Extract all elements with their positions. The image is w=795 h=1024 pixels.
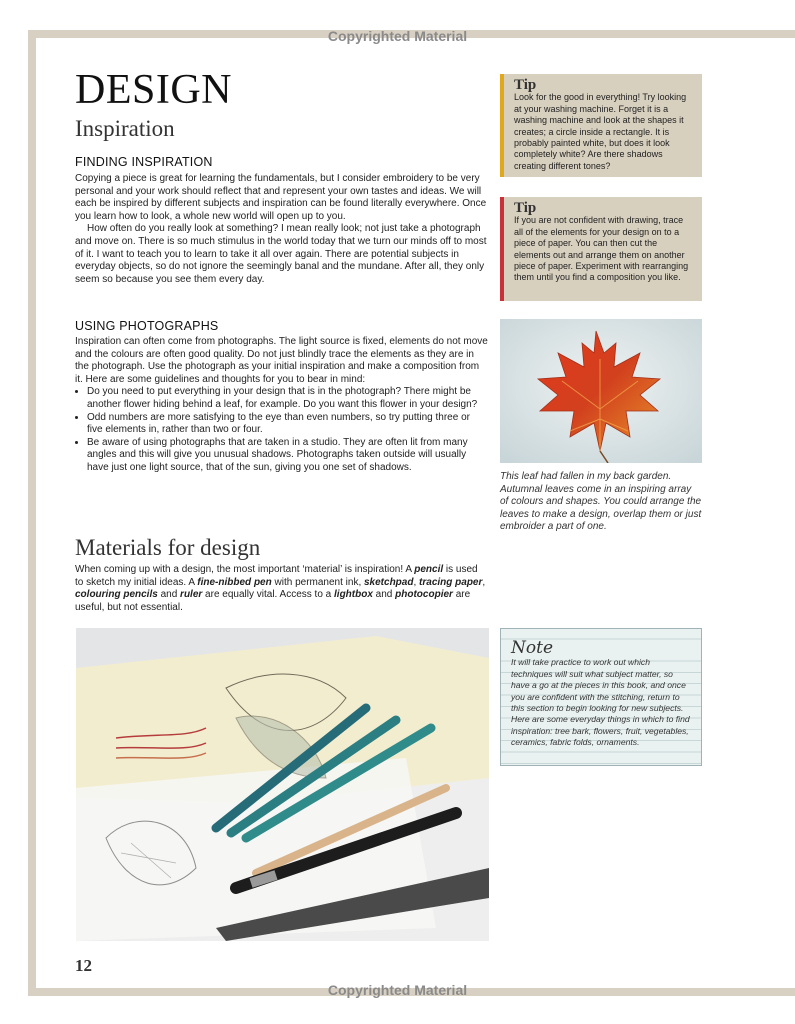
finding-inspiration-heading: FINDING INSPIRATION xyxy=(75,155,213,169)
using-photographs-heading: USING PHOTOGRAPHS xyxy=(75,319,219,333)
materials-keyword: ruler xyxy=(180,589,203,601)
materials-text: with permanent ink, xyxy=(271,576,364,588)
leaf-caption: This leaf had fallen in my back garden. Autumnal leaves come in an inspiring array of colours and shapes. You could arrange the leaves to make a design, overlap them or just embroider a part of one. xyxy=(500,471,702,533)
finding-inspiration-paragraph: Copying a piece is great for learning the fundamentals, but I consider embroidery to be very personal and your work should reflect that and represent your own tastes and ideas. We will each be inspired by different subjects and inspiration can be found literally everywhere. Once you learn how to look, a whole new world will open up to you. xyxy=(75,173,487,222)
maple-leaf-illustration xyxy=(500,319,702,463)
watermark-top: Copyrighted Material xyxy=(327,28,468,44)
drawing-materials-photo xyxy=(76,628,489,941)
page-number: 12 xyxy=(75,956,92,975)
note-label: Note xyxy=(511,643,561,654)
materials-text: is used to sketch my initial ideas. A xyxy=(75,564,478,588)
tip-text: If you are not confident with drawing, trace all of the elements for your design on to a piece of paper. You can then cut the elements out and arrange them on another piece of paper. Experiment with rearranging them until you find a composition you like. xyxy=(514,215,689,283)
materials-text: , xyxy=(413,576,420,588)
materials-paragraph xyxy=(75,564,488,614)
materials-text: are equally vital. Access to a xyxy=(202,589,335,601)
materials-keyword: photocopier xyxy=(395,589,453,601)
materials-keyword: fine-nibbed pen xyxy=(197,576,272,588)
materials-text: , xyxy=(482,576,486,588)
guideline-item: • Odd numbers are more satisfying to the eye than even numbers, so try putting three or five elements in, rather than two or four. xyxy=(87,412,488,437)
materials-text: and xyxy=(372,589,396,601)
materials-text: When coming up with a design, the most important ‘material’ is inspiration! A xyxy=(75,564,415,575)
materials-keyword: colouring pencils xyxy=(75,589,158,601)
materials-keyword: pencil xyxy=(414,564,444,575)
materials-text: and xyxy=(157,589,181,601)
finding-inspiration-body xyxy=(75,173,488,286)
materials-text: are useful, but not essential. xyxy=(75,589,471,613)
using-photographs-intro: Inspiration can often come from photographs. The light source is fixed, elements do not move and the colours are often good quality. Do not just blindly trace the elements as they are in the photograph. Use the photograph as your initial inspiration and make a composition from it. Here are some guidelines and thoughts for you to bear in mind: xyxy=(75,336,488,385)
materials-keyword: lightbox xyxy=(334,589,373,601)
page-title: DESIGN xyxy=(75,67,232,113)
note-box xyxy=(500,628,702,766)
page-subtitle: Inspiration xyxy=(75,116,175,141)
guideline-item: • Do you need to put everything in your design that is in the photograph? There might be another flower hiding behind a leaf, for example. Do you want this flower in your design? xyxy=(87,386,488,411)
materials-keyword: tracing paper xyxy=(419,576,483,588)
tip-label: Tip xyxy=(514,77,537,93)
tip-text: Look for the good in everything! Try looking at your washing machine. Forget it is a washing machine and look at the shapes it creates; a circle inside a rectangle. It is probably painted white, but does it look completely white? Are there shadows creating different tones? xyxy=(514,92,687,171)
materials-keyword: sketchpad xyxy=(364,576,414,588)
tip-box xyxy=(500,74,702,177)
materials-body xyxy=(75,564,488,614)
guideline-item: • Be aware of using photographs that are taken in a studio. They are often lit from many angles and this will give you unusual shadows. Photographs taken outside will usually have just one light source, that of the sun, giving you one set of shadows. xyxy=(87,437,488,475)
maple-leaf-photo xyxy=(500,319,702,463)
finding-inspiration-paragraph: How often do you really look at something? I mean really look; not just take a photograph and move on. There is so much stimulus in the world today that we turn our minds off to most of it. I want to teach you to learn to take it all over again. There are potential subjects in everyday objects, so do not ignore the seemingly banal and the mundane. After all, they only seem so because you see them every day. xyxy=(75,223,487,285)
note-text: It will take practice to work out which techniques will suit what subject matter, so have a go at the pieces in this book, and once you are confident with the stitching, return to this section to begin looking for new subjects. Here are some everyday things in which to find inspiration: tree bark, flowers, fruit, vegetables, ceramics, fabric folds, ornaments. xyxy=(511,657,690,748)
drawing-materials-illustration xyxy=(76,628,489,941)
tip-label: Tip xyxy=(514,200,537,216)
watermark-bottom: Copyrighted Material xyxy=(327,982,468,998)
materials-heading: Materials for design xyxy=(75,535,261,560)
guidelines-list xyxy=(75,386,488,474)
using-photographs-body xyxy=(75,336,488,475)
tip-box xyxy=(500,197,702,301)
